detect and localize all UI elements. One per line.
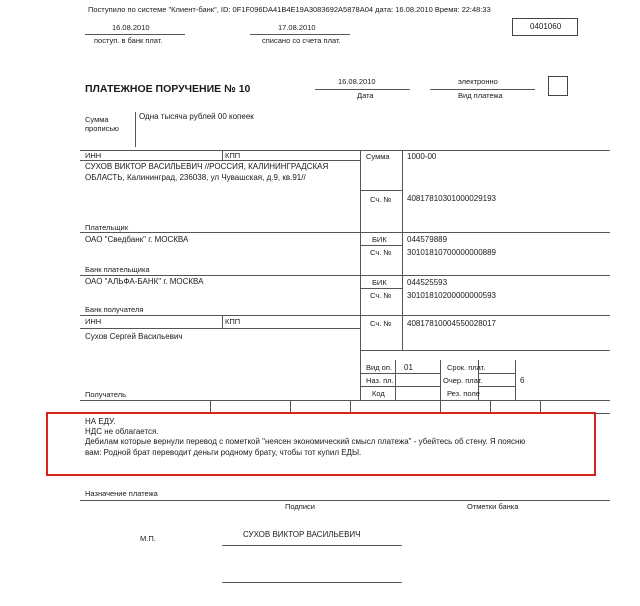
kod-label: Код xyxy=(372,389,385,398)
amount-words-divider xyxy=(135,112,136,147)
recipient-account-label: Сч. № xyxy=(370,319,392,328)
grid-line-bik1 xyxy=(360,245,402,246)
recipient-kpp-label: КПП xyxy=(225,317,241,326)
signatures-label: Подписи xyxy=(285,502,315,511)
recipient-bank-name: ОАО "АЛЬФА-БАНК" г. МОСКВА xyxy=(85,277,204,286)
payment-type: электронно xyxy=(458,77,498,86)
signer-name: СУХОВ ВИКТОР ВАСИЛЬЕВИЧ xyxy=(243,530,361,539)
grid-line-recipient-bank-bottom xyxy=(80,315,360,316)
payer-bank-account-label: Сч. № xyxy=(370,248,392,257)
payer-name-line2: ОБЛАСТЬ, Калининград, 236038, ул Чувашская, д.9, кв.91// xyxy=(85,173,306,182)
receipt-line: Поступило по системе "Клиент-банк", ID: 0F1F096DA41B4E19A3083692A5878A04 дата: 16.08.2010 Время: 22:48:33 xyxy=(88,5,491,14)
payment-type-line xyxy=(430,89,535,90)
purpose-line3: Дебилам которые вернули перевод с пометкой "неясен экономический смысл платежа" - убейтесь об стену. Я поясню xyxy=(85,437,526,446)
recipient-bank-account-label: Сч. № xyxy=(370,291,392,300)
grid-line-codes-1 xyxy=(360,373,440,374)
amount-words-value: Одна тысяча рублей 00 копеек xyxy=(139,112,254,121)
grid-v-codes-left xyxy=(395,360,396,400)
grid-line-purpose-bottom xyxy=(80,500,610,501)
payer-label: Плательщик xyxy=(85,223,128,232)
signature-line-2 xyxy=(222,582,402,583)
payer-inn-label: ИНН xyxy=(85,151,102,160)
purpose-line4: вам: Родной брат переводит деньги родному брату, чтобы тот купил ЕДЫ. xyxy=(85,448,362,457)
payer-bank-name: ОАО "Сведбанк" г. МОСКВА xyxy=(85,235,189,244)
grid-line-recipient-bank-acc-bottom xyxy=(360,315,610,316)
grid-v-codes-mid xyxy=(440,360,441,400)
grid-line-top xyxy=(80,150,610,151)
stamp-label: М.П. xyxy=(140,534,156,543)
grid-v-inn-kpp-payer xyxy=(222,150,223,160)
payer-bank-account-value: 30101810700000000889 xyxy=(407,248,496,257)
debited-label: списано со счета плат. xyxy=(262,36,341,45)
recipient-account-value: 40817810004550028017 xyxy=(407,319,496,328)
checkbox-square xyxy=(548,76,568,96)
payer-account-label: Сч. № xyxy=(370,195,392,204)
srok-label: Срок. плат. xyxy=(447,363,486,372)
recipient-bank-label: Банк получателя xyxy=(85,305,144,314)
ocher-label: Очер. плат. xyxy=(443,376,483,385)
grid-line-recipient-bottom xyxy=(80,400,610,401)
grid-v-codes-end xyxy=(515,360,516,400)
sum-label: Сумма xyxy=(366,152,390,161)
debited-line xyxy=(250,34,350,35)
bank-received-date: 16.08.2010 xyxy=(112,23,150,32)
payer-bank-bik-label: БИК xyxy=(372,235,387,244)
grid-line-inn-recipient xyxy=(80,328,360,329)
recipient-bank-bik-value: 044525593 xyxy=(407,278,448,287)
grid-line-payer-bank-bottom xyxy=(80,275,610,276)
grid-line-sum-bottom xyxy=(360,190,402,191)
vid-op-label: Вид оп. xyxy=(366,363,392,372)
debited-date: 17.08.2010 xyxy=(278,23,316,32)
signature-line-1 xyxy=(222,545,402,546)
purpose-line2: НДС не облагается. xyxy=(85,427,159,436)
order-date: 16.08.2010 xyxy=(338,77,376,86)
grid-line-payer-acc-bottom xyxy=(360,232,610,233)
grid-line-recipient-acc-bottom xyxy=(360,350,610,351)
order-date-line xyxy=(315,89,410,90)
grid-line-codes-2 xyxy=(360,386,440,387)
highlight-box xyxy=(46,412,596,476)
form-code-box xyxy=(512,18,578,36)
recipient-bank-bik-label: БИК xyxy=(372,278,387,287)
recipient-bank-account-value: 30101810200000000593 xyxy=(407,291,496,300)
payer-kpp-label: КПП xyxy=(225,151,241,160)
payer-bank-label: Банк плательщика xyxy=(85,265,150,274)
grid-line-codes-4 xyxy=(478,386,515,387)
form-code: 0401060 xyxy=(530,22,562,31)
payer-account-value: 40817810301000029193 xyxy=(407,194,496,203)
grid-v-inn-kpp-recipient xyxy=(222,315,223,328)
grid-line-bik2 xyxy=(360,288,402,289)
recipient-label: Получатель xyxy=(85,390,126,399)
recipient-inn-label: ИНН xyxy=(85,317,102,326)
payer-bank-bik-value: 044579889 xyxy=(407,235,448,244)
amount-words-label-2: прописью xyxy=(85,124,119,133)
grid-line-inn-payer xyxy=(80,160,360,161)
sum-value: 1000-00 xyxy=(407,152,437,161)
purpose-line1: НА ЕДУ. xyxy=(85,417,116,426)
bank-marks-label: Отметки банка xyxy=(467,502,519,511)
purpose-label: Назначение платежа xyxy=(85,489,158,498)
grid-line-codes-3 xyxy=(478,373,515,374)
payment-type-label: Вид платежа xyxy=(458,91,503,100)
naz-pl-label: Наз. пл. xyxy=(366,376,394,385)
vid-op-value: 01 xyxy=(404,363,413,372)
grid-v-mid-column xyxy=(402,150,403,350)
payer-name-line1: СУХОВ ВИКТОР ВАСИЛЬЕВИЧ //РОССИЯ, КАЛИНИНГРАДСКАЯ xyxy=(85,162,329,171)
bank-received-label: поступ. в банк плат. xyxy=(94,36,163,45)
amount-words-label-1: Сумма xyxy=(85,115,109,124)
bank-received-line xyxy=(85,34,185,35)
order-date-label: Дата xyxy=(357,91,374,100)
page-title: ПЛАТЕЖНОЕ ПОРУЧЕНИЕ № 10 xyxy=(85,83,251,95)
recipient-name: Сухов Сергей Васильевич xyxy=(85,332,183,341)
rez-label: Рез. поле xyxy=(447,389,480,398)
ocher-value: 6 xyxy=(520,376,525,385)
